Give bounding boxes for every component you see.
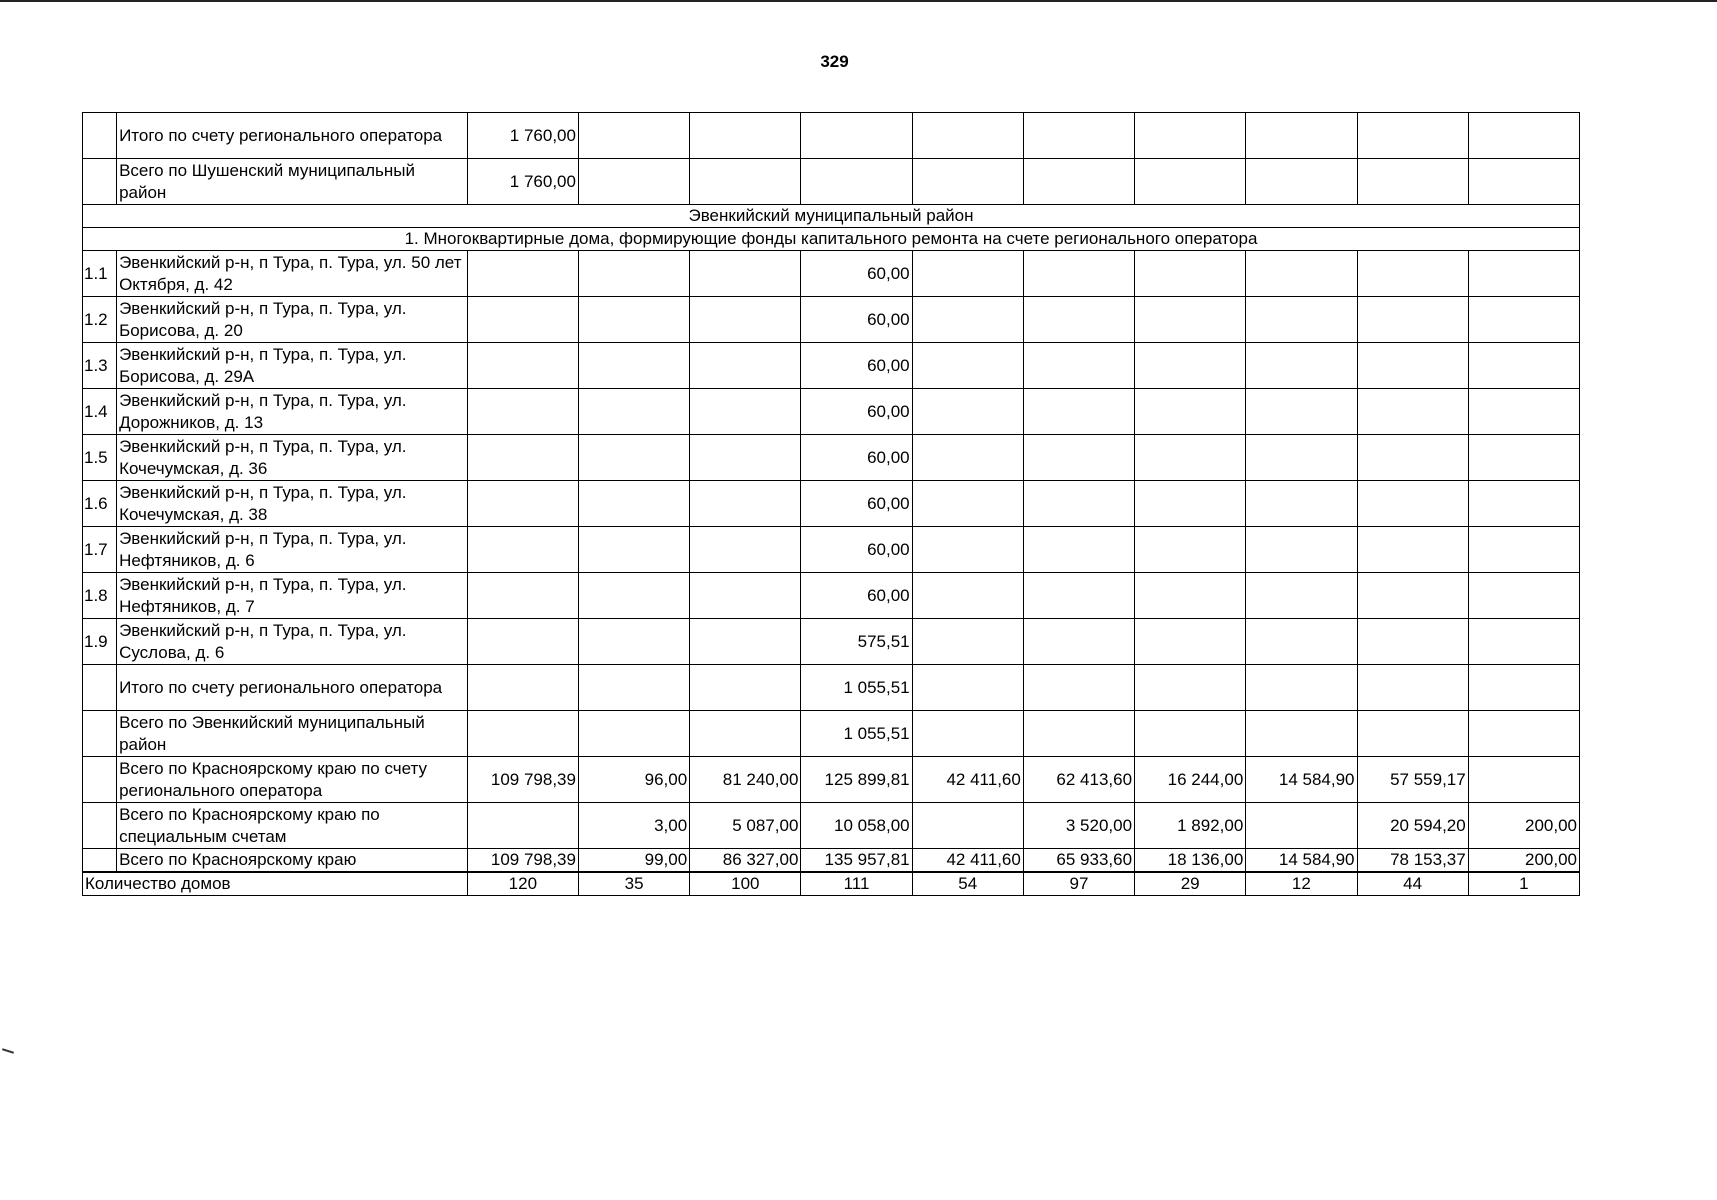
- amount-cell: 16 244,00: [1135, 757, 1246, 803]
- amount-cell: [1246, 711, 1357, 757]
- amount-cell: 1 760,00: [467, 159, 578, 205]
- amount-cell: [912, 159, 1023, 205]
- amount-cell: 135 957,81: [801, 849, 912, 873]
- amount-cell: [690, 159, 801, 205]
- row-name: Эвенкийский р-н, п Тура, п. Тура, ул. Дорожников, д. 13: [117, 389, 468, 435]
- amount-cell: 575,51: [801, 619, 912, 665]
- amount-cell: [467, 711, 578, 757]
- amount-cell: [1023, 251, 1134, 297]
- count-cell: 120: [467, 872, 578, 896]
- amount-cell: [1468, 343, 1579, 389]
- budget-table: [82, 112, 1580, 896]
- amount-cell: [690, 435, 801, 481]
- row-name: Эвенкийский р-н, п Тура, п. Тура, ул. Нефтяников, д. 6: [117, 527, 468, 573]
- amount-cell: [1023, 481, 1134, 527]
- amount-cell: [1357, 481, 1468, 527]
- amount-cell: [467, 665, 578, 711]
- scan-top-edge: [0, 0, 1717, 2]
- amount-cell: 81 240,00: [690, 757, 801, 803]
- amount-cell: [1357, 665, 1468, 711]
- amount-cell: [912, 113, 1023, 159]
- count-cell: 35: [578, 872, 689, 896]
- amount-cell: [1357, 435, 1468, 481]
- count-cell: 29: [1135, 872, 1246, 896]
- grand-total-row: [83, 849, 1580, 873]
- row-name: Эвенкийский р-н, п Тура, п. Тура, ул. Борисова, д. 29А: [117, 343, 468, 389]
- table-row: [83, 389, 1580, 435]
- row-number: 1.5: [83, 435, 117, 481]
- amount-cell: 20 594,20: [1357, 803, 1468, 849]
- amount-cell: [578, 343, 689, 389]
- count-cell: 97: [1023, 872, 1134, 896]
- amount-cell: 1 055,51: [801, 665, 912, 711]
- amount-cell: [690, 711, 801, 757]
- amount-cell: [1023, 665, 1134, 711]
- amount-cell: [1135, 481, 1246, 527]
- amount-cell: [1135, 665, 1246, 711]
- amount-cell: [467, 619, 578, 665]
- amount-cell: [1246, 159, 1357, 205]
- row-number: 1.6: [83, 481, 117, 527]
- amount-cell: 14 584,90: [1246, 757, 1357, 803]
- amount-cell: [1246, 435, 1357, 481]
- amount-cell: [912, 343, 1023, 389]
- amount-cell: [912, 435, 1023, 481]
- count-label: Количество домов: [83, 872, 468, 896]
- section-header-row: [83, 205, 1580, 228]
- amount-cell: 78 153,37: [1357, 849, 1468, 873]
- amount-cell: [1468, 573, 1579, 619]
- amount-cell: [1023, 297, 1134, 343]
- amount-cell: [1468, 527, 1579, 573]
- amount-cell: [1468, 113, 1579, 159]
- amount-cell: [1357, 159, 1468, 205]
- amount-cell: [467, 389, 578, 435]
- amount-cell: [690, 113, 801, 159]
- amount-cell: 1 760,00: [467, 113, 578, 159]
- amount-cell: [690, 527, 801, 573]
- amount-cell: [1468, 159, 1579, 205]
- amount-cell: [1357, 343, 1468, 389]
- amount-cell: [690, 297, 801, 343]
- amount-cell: [1246, 251, 1357, 297]
- row-name: Всего по Эвенкийский муниципальный район: [117, 711, 468, 757]
- amount-cell: [690, 389, 801, 435]
- amount-cell: 10 058,00: [801, 803, 912, 849]
- amount-cell: [1246, 803, 1357, 849]
- table-row: [83, 251, 1580, 297]
- amount-cell: [1357, 113, 1468, 159]
- amount-cell: [1468, 297, 1579, 343]
- amount-cell: [578, 297, 689, 343]
- amount-cell: [1023, 343, 1134, 389]
- row-number: [83, 849, 117, 873]
- amount-cell: [1023, 435, 1134, 481]
- table-row: [83, 573, 1580, 619]
- amount-cell: [578, 665, 689, 711]
- scan-mark: [2, 1048, 14, 1054]
- amount-cell: [912, 711, 1023, 757]
- amount-cell: [801, 113, 912, 159]
- amount-cell: [912, 573, 1023, 619]
- amount-cell: [1357, 297, 1468, 343]
- count-cell: 54: [912, 872, 1023, 896]
- amount-cell: [1246, 113, 1357, 159]
- table-body: [83, 113, 1580, 896]
- amount-cell: [1135, 573, 1246, 619]
- summary-row: [83, 711, 1580, 757]
- count-cell: 12: [1246, 872, 1357, 896]
- count-cell: 111: [801, 872, 912, 896]
- amount-cell: [1023, 619, 1134, 665]
- amount-cell: 65 933,60: [1023, 849, 1134, 873]
- amount-cell: [1135, 251, 1246, 297]
- amount-cell: [578, 481, 689, 527]
- row-number: [83, 757, 117, 803]
- amount-cell: 60,00: [801, 481, 912, 527]
- count-cell: 44: [1357, 872, 1468, 896]
- summary-row: [83, 803, 1580, 849]
- amount-cell: [467, 803, 578, 849]
- amount-cell: [912, 251, 1023, 297]
- amount-cell: [912, 803, 1023, 849]
- amount-cell: [578, 113, 689, 159]
- amount-cell: [690, 619, 801, 665]
- amount-cell: [1246, 343, 1357, 389]
- amount-cell: 200,00: [1468, 849, 1579, 873]
- amount-cell: 57 559,17: [1357, 757, 1468, 803]
- amount-cell: 60,00: [801, 527, 912, 573]
- amount-cell: 42 411,60: [912, 757, 1023, 803]
- amount-cell: [1246, 573, 1357, 619]
- amount-cell: 3 520,00: [1023, 803, 1134, 849]
- amount-cell: 60,00: [801, 389, 912, 435]
- amount-cell: [1357, 389, 1468, 435]
- amount-cell: [1468, 711, 1579, 757]
- amount-cell: [1023, 159, 1134, 205]
- row-number: 1.3: [83, 343, 117, 389]
- count-cell: 100: [690, 872, 801, 896]
- amount-cell: [1135, 343, 1246, 389]
- amount-cell: [467, 297, 578, 343]
- amount-cell: [578, 251, 689, 297]
- row-name: Эвенкийский р-н, п Тура, п. Тура, ул. 50 лет Октября, д. 42: [117, 251, 468, 297]
- row-number: [83, 711, 117, 757]
- amount-cell: [1468, 435, 1579, 481]
- row-number: 1.7: [83, 527, 117, 573]
- amount-cell: [1023, 113, 1134, 159]
- amount-cell: [1135, 619, 1246, 665]
- amount-cell: [467, 527, 578, 573]
- amount-cell: [912, 481, 1023, 527]
- amount-cell: [1023, 711, 1134, 757]
- amount-cell: 99,00: [578, 849, 689, 873]
- amount-cell: [912, 665, 1023, 711]
- amount-cell: 60,00: [801, 343, 912, 389]
- amount-cell: [578, 435, 689, 481]
- amount-cell: 109 798,39: [467, 757, 578, 803]
- amount-cell: [1023, 389, 1134, 435]
- summary-row: [83, 757, 1580, 803]
- row-number: 1.2: [83, 297, 117, 343]
- amount-cell: 60,00: [801, 297, 912, 343]
- amount-cell: [690, 573, 801, 619]
- row-number: [83, 665, 117, 711]
- amount-cell: [801, 159, 912, 205]
- row-name: Итого по счету регионального оператора: [117, 113, 468, 159]
- amount-cell: [1357, 619, 1468, 665]
- amount-cell: [690, 481, 801, 527]
- amount-cell: [578, 527, 689, 573]
- row-number: 1.4: [83, 389, 117, 435]
- section-header: Эвенкийский муниципальный район: [83, 205, 1580, 228]
- row-name: Всего по Шушенский муниципальный район: [117, 159, 468, 205]
- amount-cell: [1246, 297, 1357, 343]
- amount-cell: [1468, 757, 1579, 803]
- amount-cell: [1357, 573, 1468, 619]
- amount-cell: [1246, 665, 1357, 711]
- amount-cell: [1135, 113, 1246, 159]
- row-name: Итого по счету регионального оператора: [117, 665, 468, 711]
- table-row: [83, 435, 1580, 481]
- amount-cell: [912, 389, 1023, 435]
- table-row: [83, 527, 1580, 573]
- amount-cell: [578, 389, 689, 435]
- row-name: Эвенкийский р-н, п Тура, п. Тура, ул. Кочечумская, д. 38: [117, 481, 468, 527]
- amount-cell: [1135, 711, 1246, 757]
- row-name: Эвенкийский р-н, п Тура, п. Тура, ул. Суслова, д. 6: [117, 619, 468, 665]
- row-number: 1.9: [83, 619, 117, 665]
- amount-cell: [578, 159, 689, 205]
- amount-cell: [467, 481, 578, 527]
- amount-cell: 200,00: [1468, 803, 1579, 849]
- amount-cell: 62 413,60: [1023, 757, 1134, 803]
- amount-cell: 1 055,51: [801, 711, 912, 757]
- amount-cell: 109 798,39: [467, 849, 578, 873]
- amount-cell: 1 892,00: [1135, 803, 1246, 849]
- section-header-row: [83, 228, 1580, 251]
- summary-row: [83, 159, 1580, 205]
- amount-cell: [1135, 297, 1246, 343]
- amount-cell: [1468, 619, 1579, 665]
- amount-cell: 5 087,00: [690, 803, 801, 849]
- row-name: Всего по Красноярскому краю по специальным счетам: [117, 803, 468, 849]
- amount-cell: [1246, 481, 1357, 527]
- amount-cell: [912, 297, 1023, 343]
- amount-cell: 42 411,60: [912, 849, 1023, 873]
- row-name: Эвенкийский р-н, п Тура, п. Тура, ул. Борисова, д. 20: [117, 297, 468, 343]
- table-row: [83, 343, 1580, 389]
- amount-cell: 60,00: [801, 435, 912, 481]
- amount-cell: [1246, 389, 1357, 435]
- page-number: 329: [820, 52, 849, 71]
- amount-cell: [1023, 527, 1134, 573]
- amount-cell: [1246, 619, 1357, 665]
- row-name: Эвенкийский р-н, п Тура, п. Тура, ул. Нефтяников, д. 7: [117, 573, 468, 619]
- amount-cell: [690, 251, 801, 297]
- amount-cell: [578, 711, 689, 757]
- amount-cell: [1357, 711, 1468, 757]
- row-name: Эвенкийский р-н, п Тура, п. Тура, ул. Кочечумская, д. 36: [117, 435, 468, 481]
- amount-cell: 14 584,90: [1246, 849, 1357, 873]
- amount-cell: 60,00: [801, 573, 912, 619]
- amount-cell: [912, 619, 1023, 665]
- summary-row: [83, 665, 1580, 711]
- amount-cell: 96,00: [578, 757, 689, 803]
- amount-cell: [467, 343, 578, 389]
- row-number: 1.8: [83, 573, 117, 619]
- house-count-row: [83, 872, 1580, 896]
- amount-cell: 125 899,81: [801, 757, 912, 803]
- section-header: 1. Многоквартирные дома, формирующие фонды капитального ремонта на счете регионального оператора: [83, 228, 1580, 251]
- amount-cell: [690, 665, 801, 711]
- amount-cell: [578, 619, 689, 665]
- amount-cell: [1468, 389, 1579, 435]
- row-name: Всего по Красноярскому краю по счету регионального оператора: [117, 757, 468, 803]
- amount-cell: [467, 435, 578, 481]
- table-row: [83, 297, 1580, 343]
- amount-cell: 18 136,00: [1135, 849, 1246, 873]
- amount-cell: 60,00: [801, 251, 912, 297]
- amount-cell: [467, 573, 578, 619]
- amount-cell: [578, 573, 689, 619]
- row-number: 1.1: [83, 251, 117, 297]
- amount-cell: 86 327,00: [690, 849, 801, 873]
- amount-cell: [1135, 435, 1246, 481]
- amount-cell: [912, 527, 1023, 573]
- amount-cell: [467, 251, 578, 297]
- amount-cell: [1468, 481, 1579, 527]
- amount-cell: [1246, 527, 1357, 573]
- amount-cell: [1468, 251, 1579, 297]
- amount-cell: [1135, 527, 1246, 573]
- amount-cell: [1135, 389, 1246, 435]
- amount-cell: 3,00: [578, 803, 689, 849]
- row-name: Всего по Красноярскому краю: [117, 849, 468, 873]
- count-cell: 1: [1468, 872, 1579, 896]
- amount-cell: [1357, 251, 1468, 297]
- amount-cell: [1023, 573, 1134, 619]
- amount-cell: [690, 343, 801, 389]
- row-number: [83, 159, 117, 205]
- amount-cell: [1357, 527, 1468, 573]
- amount-cell: [1468, 665, 1579, 711]
- row-number: [83, 803, 117, 849]
- table-row: [83, 481, 1580, 527]
- row-number: [83, 113, 117, 159]
- summary-row: [83, 113, 1580, 159]
- table-row: [83, 619, 1580, 665]
- amount-cell: [1135, 159, 1246, 205]
